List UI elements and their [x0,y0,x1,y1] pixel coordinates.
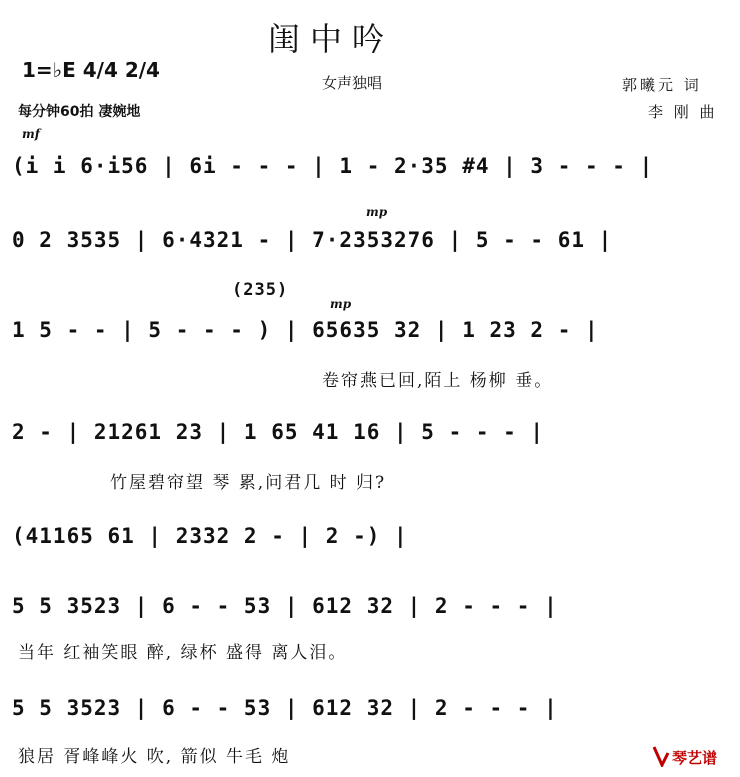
dynamic-mark: mf [22,127,40,141]
score-line: (i i 6·i56 | 6i - - - | 1 - 2·35 #4 | 3 - - - | [12,154,654,178]
logo-text: 琴艺谱 [672,749,718,767]
composer-credit: 李 刚 曲 [648,103,718,121]
pickup-notes: (235) [232,280,289,300]
lyric-line: 狼居 胥峰峰火 吹, 箭似 牛毛 炮 [18,747,291,767]
score-line: 1 5 - - | 5 - - - ) | 65635 32 | 1 23 2 - | [12,318,599,342]
dynamic-mark: mp [330,297,352,311]
score-line: 2 - | 21261 23 | 1 65 41 16 | 5 - - - | [12,420,545,444]
score-line: 5 5 3523 | 6 - - 53 | 612 32 | 2 - - - | [12,696,558,720]
lyric-line: 当年 红袖笑眼 醉, 绿杯 盛得 离人泪。 [18,643,348,663]
score-line: (41165 61 | 2332 2 - | 2 -) | [12,524,408,548]
site-logo [650,745,728,769]
subtitle: 女声独唱 [322,74,383,92]
lyricist-credit: 郭曦元 词 [622,76,702,94]
lyric-line: 卷帘燕已回,陌上 杨柳 垂。 [322,371,554,391]
music-note-icon [650,745,670,767]
key-signature: 1=♭E 4/4 2/4 [22,58,160,82]
score-line: 5 5 3523 | 6 - - 53 | 612 32 | 2 - - - | [12,594,558,618]
score-line: 0 2 3535 | 6·4321 - | 7·2353276 | 5 - - 61 | [12,228,613,252]
dynamic-mark: mp [366,205,388,219]
tempo-marking: 每分钟60拍 凄婉地 [18,104,141,120]
page-title: 闺中吟 [268,20,395,58]
lyric-line: 竹屋碧帘望 琴 累,问君几 时 归? [110,473,387,493]
